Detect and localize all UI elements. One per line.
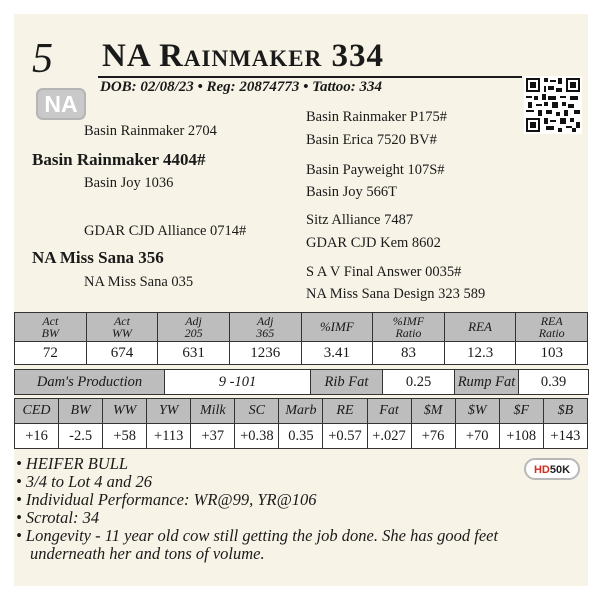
pedigree-dam-sire: GDAR CJD Alliance 0714# [84, 223, 247, 239]
lot-number: 5 [32, 36, 53, 82]
epd-value: +16 [15, 424, 59, 449]
note-item: • Longevity - 11 year old cow still getting the job done. She has good feet underneath her and tons of volume. [16, 526, 499, 563]
epd-header: $W [455, 399, 499, 424]
dams-production-label: Dam's Production [15, 370, 165, 395]
performance-header: %IMF Ratio [373, 313, 445, 342]
epd-header: Marb [279, 399, 323, 424]
epd-header: RE [323, 399, 367, 424]
epd-table [14, 398, 588, 449]
epd-header: SC [235, 399, 279, 424]
pedigree-sire: Basin Rainmaker 4404# [32, 150, 206, 169]
performance-header: Act BW [15, 313, 87, 342]
performance-header-row [15, 313, 588, 342]
pedigree-dd-dam: NA Miss Sana Design 323 589 [306, 286, 486, 302]
epd-value: +58 [103, 424, 147, 449]
epd-header: Fat [367, 399, 411, 424]
title-divider [98, 76, 522, 78]
animal-name: NA Rainmaker 334 [102, 38, 385, 74]
pedigree-ss-dam: Basin Erica 7520 BV# [306, 132, 437, 148]
epd-value: +.027 [367, 424, 411, 449]
note-item: • HEIFER BULL [16, 454, 129, 473]
performance-value: 674 [86, 342, 158, 365]
performance-header: Adj 205 [158, 313, 230, 342]
epd-value-row [15, 424, 588, 449]
epd-header: Milk [191, 399, 235, 424]
epd-header: CED [15, 399, 59, 424]
na-logo: NA [36, 88, 86, 120]
pedigree-dam: NA Miss Sana 356 [32, 248, 164, 267]
pedigree-ss-sire: Basin Rainmaker P175# [306, 109, 447, 125]
performance-header: %IMF [301, 313, 373, 342]
hd50k-badge: HD50K [524, 458, 580, 480]
rib-fat-value: 0.25 [383, 370, 455, 395]
performance-value: 83 [373, 342, 445, 365]
performance-header: Act WW [86, 313, 158, 342]
performance-value-row [15, 342, 588, 365]
epd-value: +70 [455, 424, 499, 449]
epd-value: +143 [543, 424, 587, 449]
performance-value: 103 [516, 342, 588, 365]
epd-value: +108 [499, 424, 543, 449]
epd-header: $F [499, 399, 543, 424]
pedigree-sire-dam: Basin Joy 1036 [84, 175, 174, 191]
pedigree-dam-dam: NA Miss Sana 035 [84, 274, 194, 290]
performance-header: REA Ratio [516, 313, 588, 342]
pedigree-sire-sire: Basin Rainmaker 2704 [84, 123, 217, 139]
epd-value: 0.35 [279, 424, 323, 449]
epd-value: +37 [191, 424, 235, 449]
notes-list [16, 455, 576, 563]
note-item: • Scrotal: 34 [16, 508, 100, 527]
epd-header-row [15, 399, 588, 424]
performance-header: Adj 365 [229, 313, 301, 342]
qr-code-icon[interactable] [524, 76, 582, 134]
rump-fat-value: 0.39 [519, 370, 589, 395]
performance-header: REA [444, 313, 516, 342]
epd-header: YW [147, 399, 191, 424]
pedigree-sd-dam: Basin Joy 566T [306, 184, 398, 200]
dams-production-value: 9 -101 [165, 370, 311, 395]
epd-value: -2.5 [59, 424, 103, 449]
rib-fat-label: Rib Fat [311, 370, 383, 395]
pedigree-dd-sire: S A V Final Answer 0035# [306, 264, 462, 280]
pedigree-ds-dam: GDAR CJD Kem 8602 [306, 235, 441, 251]
production-table [14, 369, 589, 395]
pedigree-ds-sire: Sitz Alliance 7487 [306, 212, 414, 228]
epd-header: WW [103, 399, 147, 424]
performance-value: 12.3 [444, 342, 516, 365]
performance-value: 72 [15, 342, 87, 365]
epd-header: $B [543, 399, 587, 424]
epd-header: $M [411, 399, 455, 424]
performance-value: 1236 [229, 342, 301, 365]
performance-value: 3.41 [301, 342, 373, 365]
epd-value: +76 [411, 424, 455, 449]
epd-value: +0.38 [235, 424, 279, 449]
production-row [15, 370, 589, 395]
rump-fat-label: Rump Fat [455, 370, 519, 395]
pedigree-sd-sire: Basin Payweight 107S# [306, 162, 445, 178]
epd-value: +0.57 [323, 424, 367, 449]
note-item: • 3/4 to Lot 4 and 26 [16, 472, 152, 491]
note-item: • Individual Performance: WR@99, YR@106 [16, 490, 317, 509]
registration-line: DOB: 02/08/23 • Reg: 20874773 • Tattoo: 334 [100, 79, 383, 95]
performance-table [14, 312, 588, 365]
epd-value: +113 [147, 424, 191, 449]
performance-value: 631 [158, 342, 230, 365]
epd-header: BW [59, 399, 103, 424]
